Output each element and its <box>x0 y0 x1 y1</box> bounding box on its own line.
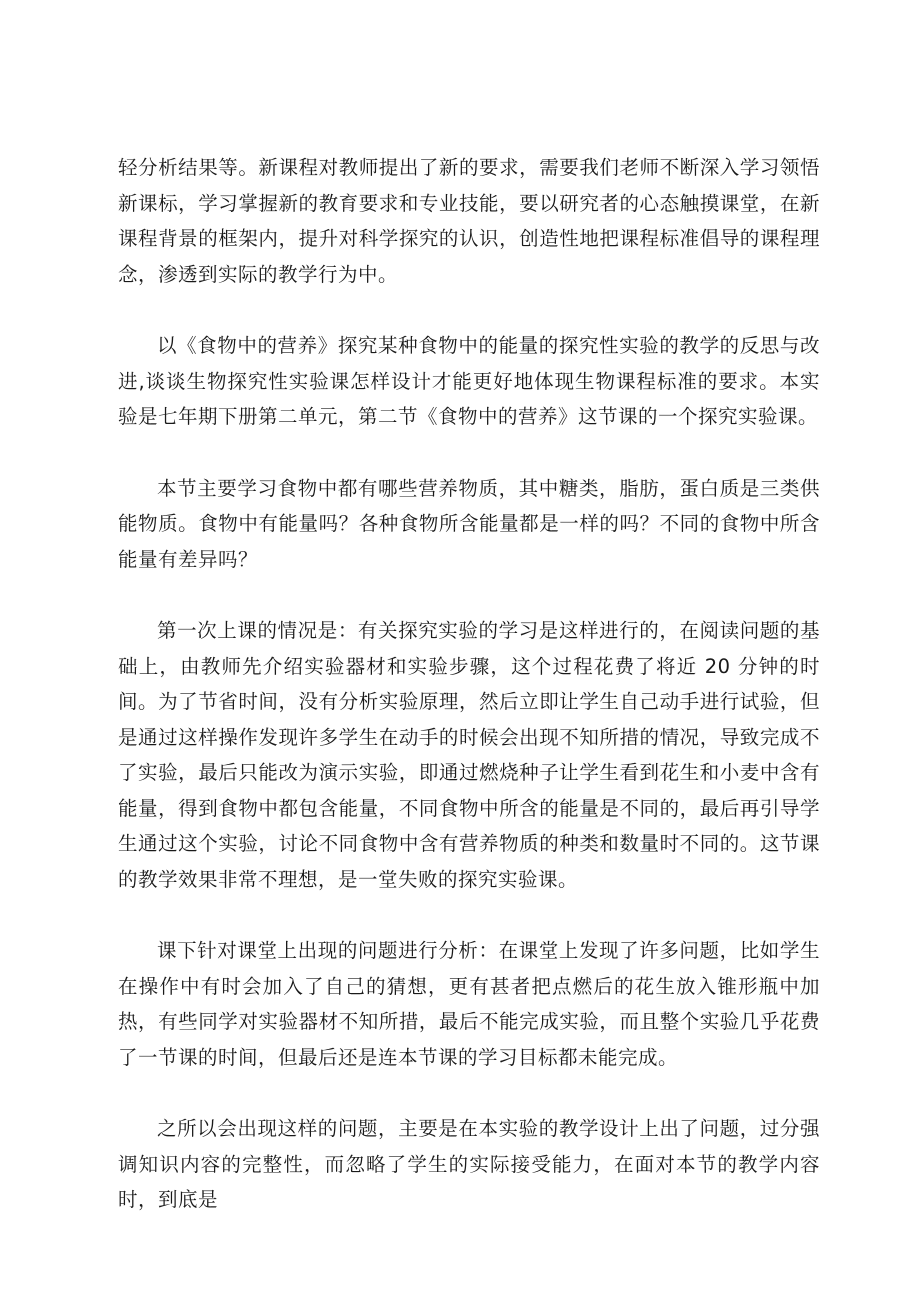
paragraph-6: 之所以会出现这样的问题，主要是在本实验的教学设计上出了问题，过分强调知识内容的完整性，而忽略了学生的实际接受能力，在面对本节的教学内容时，到底是 <box>118 1117 820 1211</box>
paragraph-5: 课下针对课堂上出现的问题进行分析：在课堂上发现了许多问题，比如学生在操作中有时会加入了自己的猜想，更有甚者把点燃后的花生放入锥形瓶中加热，有些同学对实验器材不知所措，最后不能完成实验，而且整个实验几乎花费了一节课的时间，但最后还是连本节课的学习目标都未能完成。 <box>118 939 820 1069</box>
paragraph-2: 以《食物中的营养》探究某种食物中的能量的探究性实验的教学的反思与改进,谈谈生物探究性实验课怎样设计才能更好地体现生物课程标准的要求。本实验是七年期下册第二单元，第二节《食物中的营养》这节课的一个探究实验课。 <box>118 334 820 428</box>
paragraph-3: 本节主要学习食物中都有哪些营养物质，其中糖类，脂肪，蛋白质是三类供能物质。食物中有能量吗？各种食物所含能量都是一样的吗？不同的食物中所含能量有差异吗？ <box>118 476 820 571</box>
document-body <box>118 150 820 1218</box>
paragraph-4: 第一次上课的情况是：有关探究实验的学习是这样进行的，在阅读问题的基础上，由教师先介绍实验器材和实验步骤，这个过程花费了将近 20 分钟的时间。为了节省时间，没有分析实验原理，然后立即让学生自己动手进行试验，但是通过这样操作发现许多学生在动手的时候会出现不知所措的情况，导致完成不了实验，最后只能改为演示实验，即通过燃烧种子让学生看到花生和小麦中含有能量，得到食物中都包含能量，不同食物中所含的能量是不同的，最后再引导学生通过这个实验，讨论不同食物中含有营养物质的种类和数量时不同的。这节课的教学效果非常不理想，是一堂失败的探究实验课。 <box>118 619 820 891</box>
paragraph-1: 轻分析结果等。新课程对教师提出了新的要求，需要我们老师不断深入学习领悟新课标，学习掌握新的教育要求和专业技能，要以研究者的心态触摸课堂，在新课程背景的框架内，提升对科学探究的认识，创造性地把课程标准倡导的课程理念，渗透到实际的教学行为中。 <box>118 156 820 286</box>
